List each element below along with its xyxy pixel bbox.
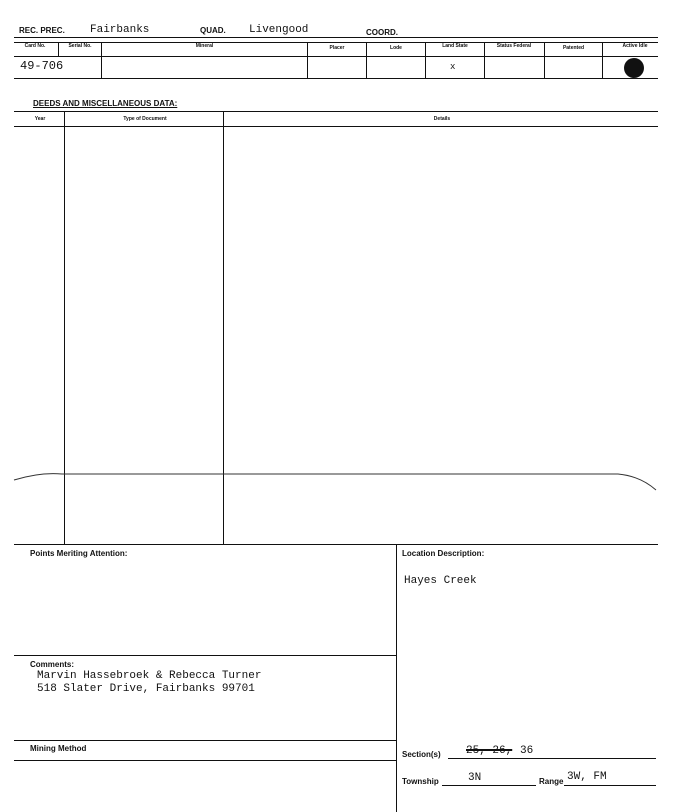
page-crease-line <box>0 466 678 496</box>
sections-label: Section(s) <box>402 750 441 759</box>
col-active-idle: Active Idle <box>622 43 648 49</box>
comments-line-1: Marvin Hassebroek & Rebecca Turner <box>37 670 262 682</box>
column-header-top-rule <box>14 42 658 43</box>
sections-value: 36 <box>520 745 534 757</box>
col-serial-no: Serial No. <box>68 43 92 49</box>
comments-line-2: 518 Slater Drive, Fairbanks 99701 <box>37 683 255 695</box>
location-description-value: Hayes Creek <box>404 575 477 587</box>
col-card-no: Card No. <box>24 43 46 49</box>
mining-method-bottom-rule <box>14 760 396 761</box>
range-value: 3W, FM <box>567 771 607 783</box>
comments-top-rule <box>14 655 396 656</box>
location-description-label: Location Description: <box>402 549 485 558</box>
col-sep-land-state <box>425 42 426 78</box>
rec-prec-value: Fairbanks <box>90 24 150 36</box>
col-land-state: Land State <box>442 43 468 49</box>
col-sep-status-federal <box>484 42 485 78</box>
col-sep-active-idle <box>602 42 603 78</box>
quad-value: Livengood <box>249 24 309 36</box>
col-details: Details <box>433 116 451 122</box>
col-patented: Patented <box>562 45 585 51</box>
quad-label: QUAD. <box>200 26 226 35</box>
sections-underline <box>448 758 656 759</box>
col-year: Year <box>34 116 46 122</box>
card-no-value: 49-706 <box>20 59 64 73</box>
col-sep-serial <box>58 42 59 56</box>
active-idle-filled-circle <box>624 58 644 78</box>
township-label: Township <box>402 777 439 786</box>
mining-method-top-rule <box>14 740 396 741</box>
header-rule <box>14 37 658 38</box>
deeds-title: DEEDS AND MISCELLANEOUS DATA: <box>33 99 178 108</box>
deeds-header-rule <box>14 126 658 127</box>
township-underline <box>442 785 536 786</box>
rec-prec-label: REC. PREC. <box>19 26 65 35</box>
col-mineral: Mineral <box>195 43 214 49</box>
deeds-bottom-rule <box>14 544 658 545</box>
township-value: 3N <box>468 772 482 784</box>
col-type-of-document: Type of Document <box>123 116 167 122</box>
col-placer: Placer <box>329 45 345 51</box>
lower-section-divider <box>396 544 397 812</box>
col-lode: Lode <box>390 45 402 51</box>
points-meriting-attention-label: Points Meriting Attention: <box>30 549 128 558</box>
mining-method-label: Mining Method <box>30 744 87 753</box>
col-status-federal: Status Federal <box>496 43 532 49</box>
comments-label: Comments: <box>30 660 75 669</box>
sections-struck-value: 25, 26, <box>466 745 513 757</box>
range-label: Range <box>539 777 564 786</box>
column-header-bottom-rule <box>14 56 658 57</box>
coord-label: COORD. <box>366 28 398 37</box>
deeds-top-rule <box>14 111 658 112</box>
range-underline <box>564 785 656 786</box>
record-row-bottom-rule <box>14 78 658 79</box>
land-state-mark: x <box>450 62 456 72</box>
